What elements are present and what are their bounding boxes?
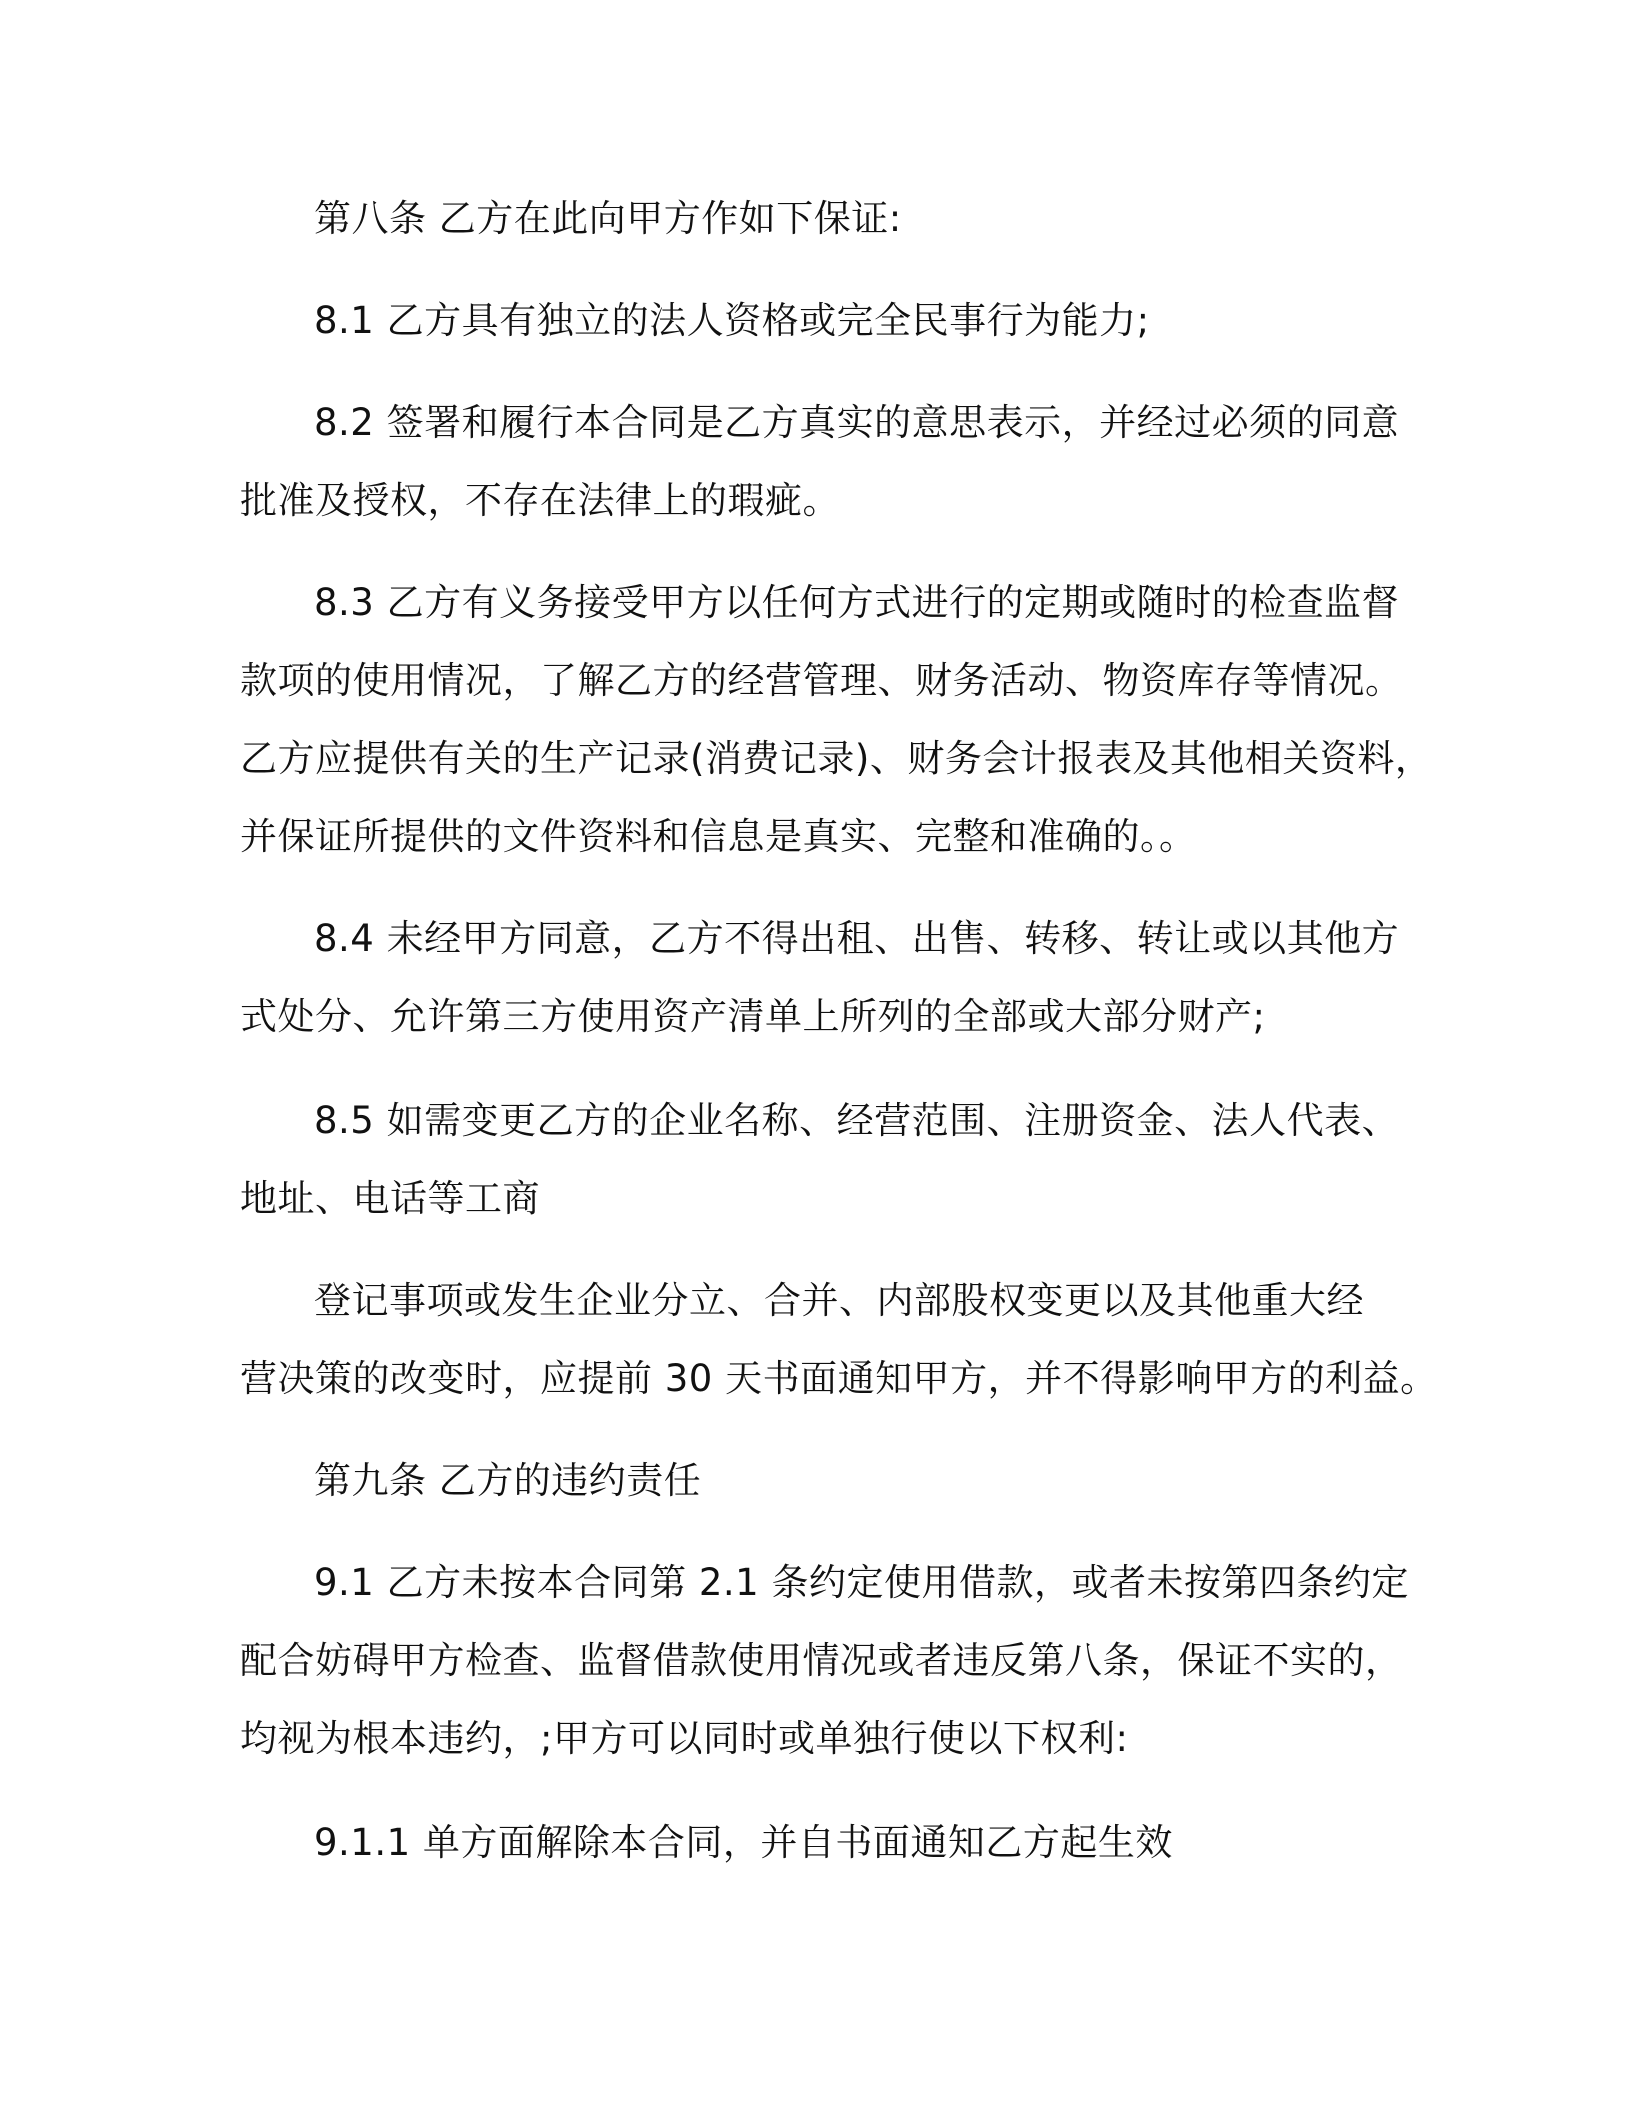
text-line: 9.1.1 单方面解除本合同，并自书面通知乙方起生效 [314, 1821, 1173, 1864]
text-line: 式处分、允许第三方使用资产清单上所列的全部或大部分财产; [240, 995, 1266, 1038]
text-line: 批准及授权，不存在法律上的瑕疵。 [240, 479, 840, 522]
text-line: 8.1 乙方具有独立的法人资格或完全民事行为能力; [314, 299, 1150, 342]
text-line: 8.2 签署和履行本合同是乙方真实的意思表示，并经过必须的同意 [314, 401, 1400, 444]
text-line: 第八条 乙方在此向甲方作如下保证: [314, 197, 902, 240]
clause-9-1-1 [240, 1804, 1410, 1882]
clause-8-5 [240, 1082, 1410, 1238]
text-line: 8.4 未经甲方同意，乙方不得出租、出售、转移、转让或以其他方 [314, 917, 1400, 960]
clause-8-3 [240, 564, 1433, 876]
text-line: 9.1 乙方未按本合同第 2.1 条约定使用借款，或者未按第四条约定 [314, 1561, 1409, 1604]
text-line: 并保证所提供的文件资料和信息是真实、完整和准确的。。 [240, 815, 1197, 858]
clause-8-4 [240, 900, 1410, 1056]
text-line: 登记事项或发生企业分立、合并、内部股权变更以及其他重大经 [314, 1279, 1364, 1322]
clause-8-2 [240, 384, 1410, 540]
text-line: 均视为根本违约，;甲方可以同时或单独行使以下权利: [240, 1717, 1129, 1760]
text-line: 地址、电话等工商 [240, 1177, 540, 1220]
text-line: 8.5 如需变更乙方的企业名称、经营范围、注册资金、法人代表、 [314, 1099, 1400, 1142]
text-line: 8.3 乙方有义务接受甲方以任何方式进行的定期或随时的检查监督 [314, 581, 1400, 624]
clause-8-5-continued [240, 1262, 1438, 1418]
article-8-heading [240, 180, 1410, 258]
clause-8-1 [240, 282, 1410, 360]
text-line: 第九条 乙方的违约责任 [314, 1459, 702, 1502]
clause-9-1 [240, 1544, 1410, 1778]
text-line: 乙方应提供有关的生产记录(消费记录)、财务会计报表及其他相关资料， [240, 737, 1433, 780]
text-line: 款项的使用情况，了解乙方的经营管理、财务活动、物资库存等情况。 [240, 659, 1403, 702]
article-9-heading [240, 1442, 1410, 1520]
text-line: 营决策的改变时，应提前 30 天书面通知甲方，并不得影响甲方的利益。 [240, 1357, 1438, 1400]
text-line: 配合妨碍甲方检查、监督借款使用情况或者违反第八条，保证不实的， [240, 1639, 1403, 1682]
